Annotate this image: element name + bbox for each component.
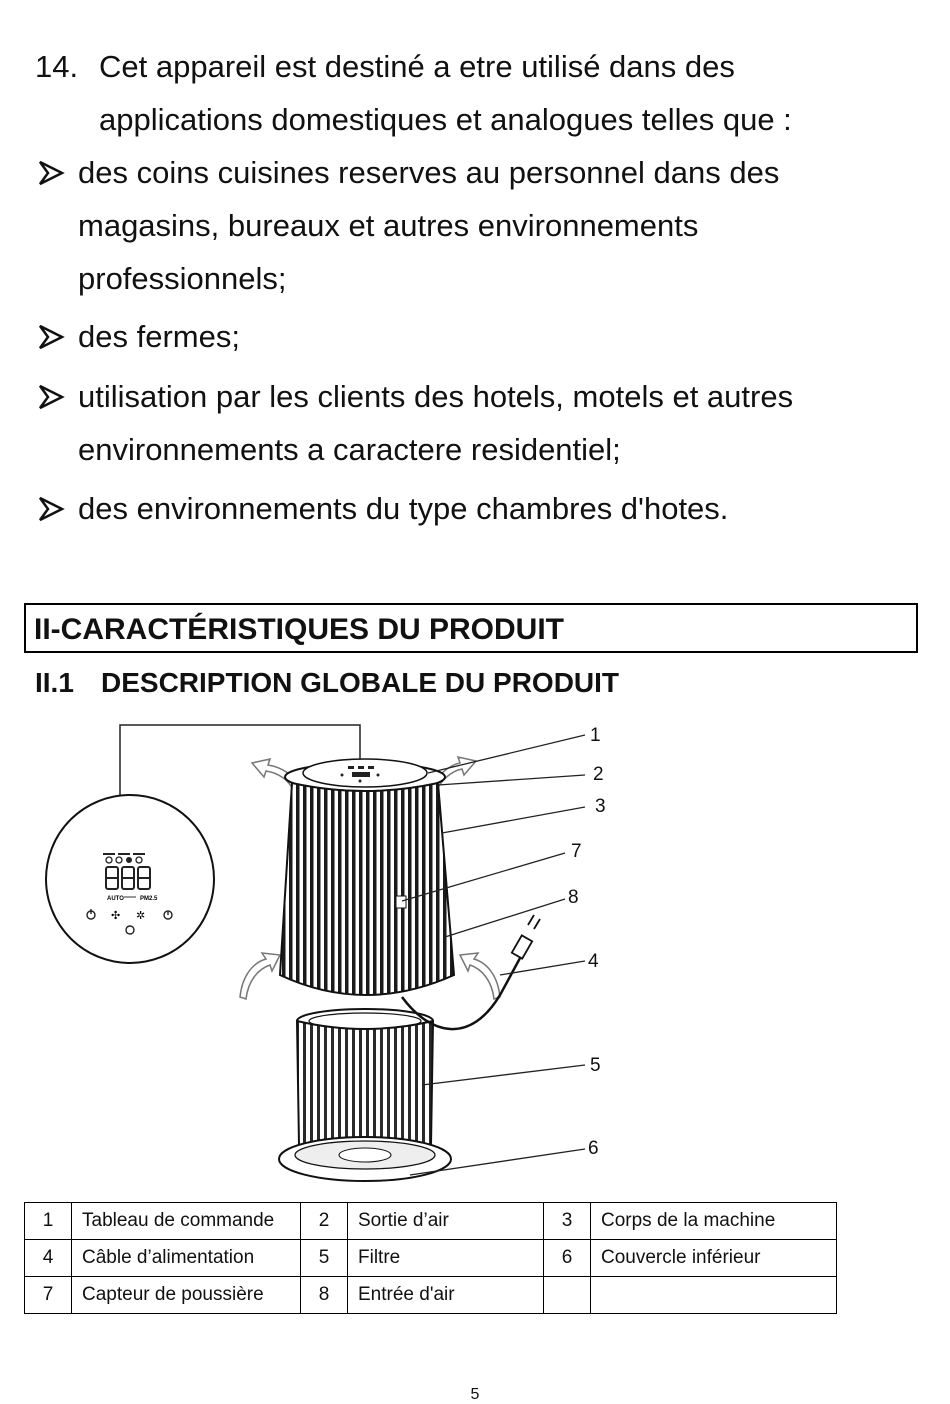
arrow-bullet-icon <box>35 370 67 423</box>
parts-table <box>24 1202 837 1314</box>
subsection-number: II.1 <box>35 667 74 698</box>
bullet-item <box>35 310 925 363</box>
arrow-bullet-icon <box>35 310 67 363</box>
part-name: Corps de la machine <box>591 1203 837 1240</box>
callout-label: 4 <box>588 951 599 972</box>
callout-label: 2 <box>593 764 604 785</box>
part-name <box>591 1277 837 1314</box>
callout-label: 7 <box>571 841 582 862</box>
svg-text:✣: ✣ <box>111 909 121 922</box>
subsection-text: DESCRIPTION GLOBALE DU PRODUIT <box>101 667 620 698</box>
subsection-title <box>35 664 619 702</box>
bullet-text-line: magasins, bureaux et autres environnements <box>78 208 699 243</box>
part-name: Câble d’alimentation <box>72 1240 301 1277</box>
section-title: II-CARACTÉRISTIQUES DU PRODUIT <box>24 603 918 653</box>
list-item-14 <box>35 40 925 146</box>
mode-pm-label: PM2.5 <box>140 896 158 902</box>
part-name: Tableau de commande <box>72 1203 301 1240</box>
part-name: Couvercle inférieur <box>591 1240 837 1277</box>
bullet-text-line: des environnements du type chambres d'hotes. <box>78 491 729 526</box>
part-number: 3 <box>544 1203 591 1240</box>
part-number <box>544 1277 591 1314</box>
part-number: 2 <box>301 1203 348 1240</box>
part-name: Entrée d'air <box>348 1277 544 1314</box>
callout-label: 1 <box>590 725 601 746</box>
svg-text:✲: ✲ <box>136 909 146 922</box>
part-number: 7 <box>25 1277 72 1314</box>
purifier-illustration <box>30 715 650 1195</box>
part-number: 1 <box>25 1203 72 1240</box>
part-number: 8 <box>301 1277 348 1314</box>
part-name: Sortie d’air <box>348 1203 544 1240</box>
item-text-line: Cet appareil est destiné a etre utilisé dans des <box>99 49 735 84</box>
item-number: 14. <box>35 49 79 84</box>
bullet-text-line: des coins cuisines reserves au personnel dans des <box>78 155 780 190</box>
arrow-bullet-icon <box>35 146 67 199</box>
page-number: 5 <box>470 1386 480 1403</box>
bullet-text-line: des fermes; <box>78 319 240 354</box>
table-row <box>25 1240 837 1277</box>
bullet-text-line: utilisation par les clients des hotels, motels et autres <box>78 379 794 414</box>
bullet-item <box>35 370 925 476</box>
bullet-item <box>35 146 925 305</box>
part-number: 5 <box>301 1240 348 1277</box>
product-diagram <box>30 715 650 1195</box>
table-row <box>25 1277 837 1314</box>
callout-label: 3 <box>595 796 606 817</box>
part-name: Capteur de poussière <box>72 1277 301 1314</box>
callout-label: 6 <box>588 1138 599 1159</box>
mode-auto-label: AUTO <box>107 896 124 902</box>
item-text-line: applications domestiques et analogues telles que : <box>99 102 792 137</box>
part-name: Filtre <box>348 1240 544 1277</box>
arrow-bullet-icon <box>35 482 67 535</box>
bullet-item <box>35 482 925 535</box>
callout-label: 5 <box>590 1055 601 1076</box>
part-number: 6 <box>544 1240 591 1277</box>
part-number: 4 <box>25 1240 72 1277</box>
bullet-text-line: professionnels; <box>78 261 287 296</box>
bullet-text-line: environnements a caractere residentiel; <box>78 432 621 467</box>
table-row <box>25 1203 837 1240</box>
callout-label: 8 <box>568 887 579 908</box>
